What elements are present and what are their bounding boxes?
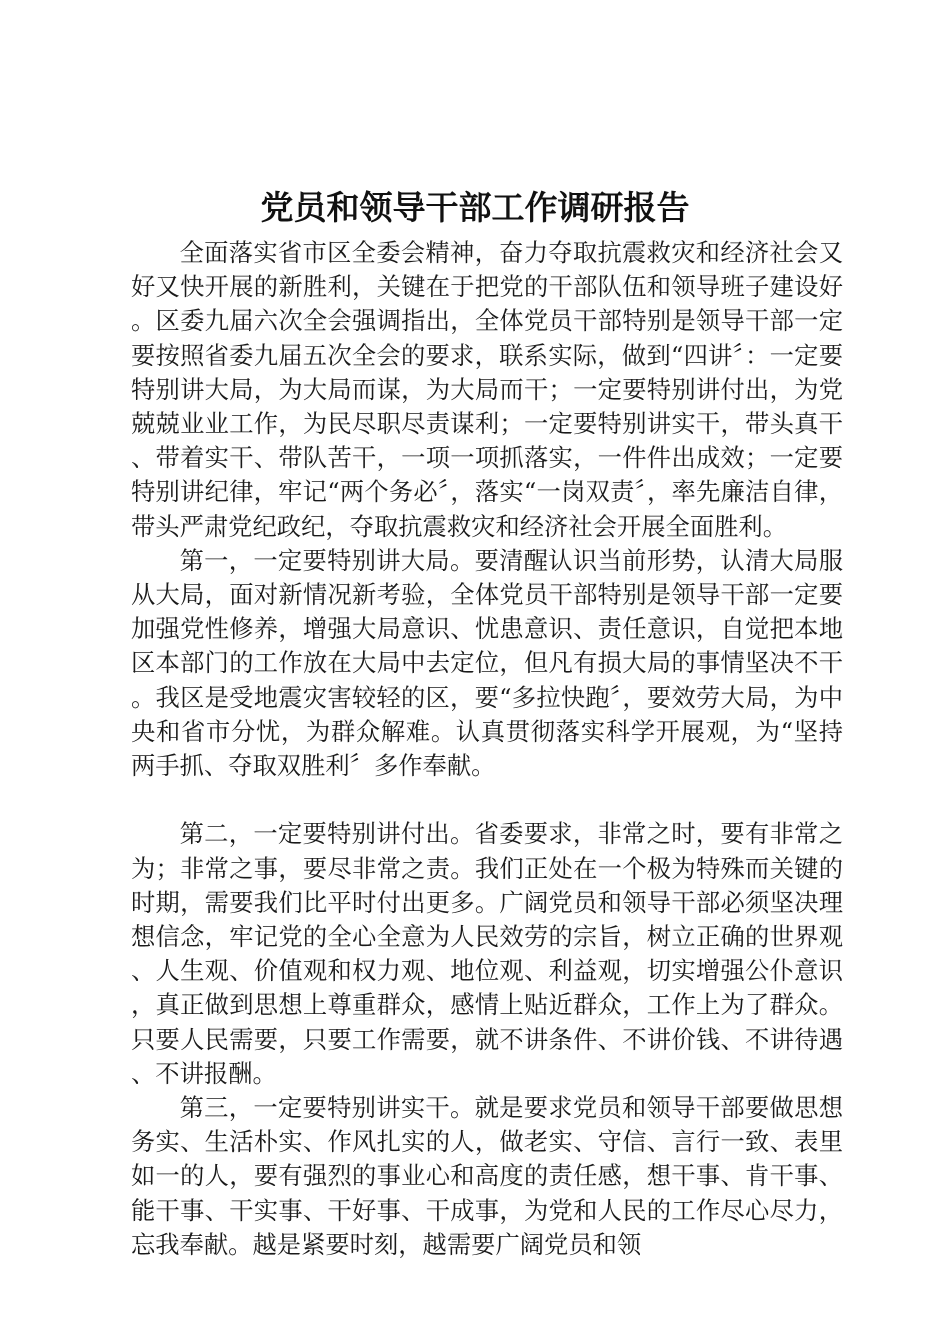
paragraph-first-point: 第一，一定要特别讲大局。要清醒认识当前形势，认清大局服从大局，面对新情况新考验，全体党员干部特别是领导干部一定要加强党性修养，增强大局意识、忧患意识、责任意识，自觉把本地区本部门的工作放在大局中去定位，但凡有损大局的事情坚决不干。我区是受地震灾害较轻的区，要“多拉快跑〞，要效劳大局，为中央和省市分忧，为群众解难。认真贯彻落实科学开展观，为“坚持两手抓、夺取双胜利〞多作奉献。 [131, 545, 843, 781]
paragraph-second-point: 第二，一定要特别讲付出。省委要求，非常之时，要有非常之为；非常之事，要尽非常之责。我们正处在一个极为特殊而关键的时期，需要我们比平时付出更多。广阔党员和领导干部必须坚决理想信念，牢记党的全心全意为人民效劳的宗旨，树立正确的世界观、人生观、价值观和权力观、地位观、利益观，切实增强公仆意识，真正做到思想上尊重群众，感情上贴近群众，工作上为了群众。只要人民需要，只要工作需要，就不讲条件、不讲价钱、不讲待遇、不讲报酬。 [131, 819, 843, 1088]
paragraph-third-point: 第三，一定要特别讲实干。就是要求党员和领导干部要做思想务实、生活朴实、作风扎实的人，做老实、守信、言行一致、表里如一的人，要有强烈的事业心和高度的责任感，想干事、肯干事、能干事、干实事、干好事、干成事，为党和人民的工作尽心尽力，忘我奉献。越是紧要时刻，越需要广阔党员和领 [131, 1093, 843, 1259]
document-title: 党员和领导干部工作调研报告 [260, 188, 690, 227]
paragraph-intro: 全面落实省市区全委会精神，奋力夺取抗震救灾和经济社会又好又快开展的新胜利，关键在于把党的干部队伍和领导班子建设好。区委九届六次全会强调指出，全体党员干部特别是领导干部一定要按照省委九届五次全会的要求，联系实际，做到“四讲〞：一定要特别讲大局，为大局而谋，为大局而干；一定要特别讲付出，为党兢兢业业工作，为民尽职尽责谋利；一定要特别讲实干，带头真干、带着实干、带队苦干，一项一项抓落实，一件件出成效；一定要特别讲纪律，牢记“两个务必〞，落实“一岗双责〞，率先廉洁自律，带头严肃党纪政纪，夺取抗震救灾和经济社会开展全面胜利。 [131, 238, 843, 541]
document-body [131, 236, 843, 1262]
